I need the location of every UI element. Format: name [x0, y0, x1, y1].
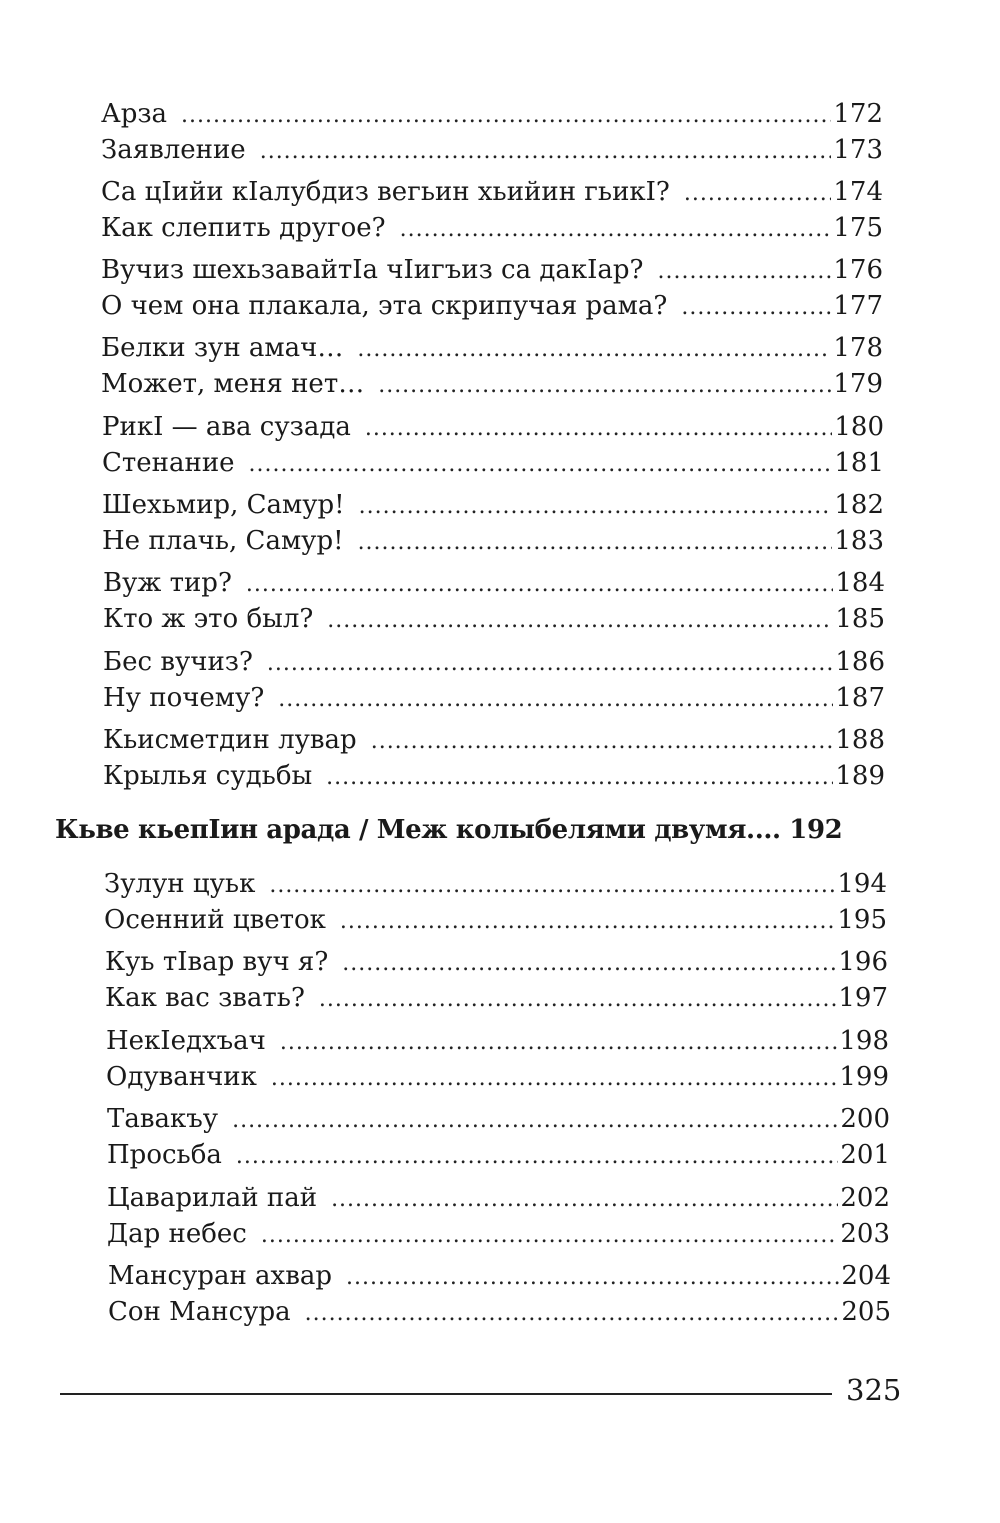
toc-entry-title: Дар небес [107, 1219, 247, 1249]
toc-entry-page: 195 [837, 905, 887, 935]
toc-entry [101, 366, 883, 402]
toc-entry-page: 182 [834, 490, 884, 520]
toc-entry [104, 866, 887, 902]
toc-entry-title: Стенание [102, 448, 235, 478]
leader-dots [681, 290, 831, 326]
toc-entry-page: 177 [833, 291, 883, 321]
toc-entry-title: О чем она плакала, эта скрипучая рама? [101, 291, 668, 321]
toc-entry-title: Арза [101, 99, 168, 129]
toc-entry [103, 565, 885, 601]
toc-entry-title: Одуванчик [106, 1062, 257, 1092]
toc-entry [108, 1258, 891, 1294]
toc-entry-title: Мансуран ахвар [108, 1261, 332, 1291]
toc-entry [101, 210, 883, 246]
toc-entry-page: 173 [833, 135, 883, 165]
toc-entry [105, 980, 888, 1016]
toc-entry [107, 1137, 890, 1173]
toc-entry-title: Вуж тир? [103, 568, 232, 598]
page-number: 325 [846, 1373, 902, 1407]
leader-dots [684, 176, 831, 212]
toc-entry-title: Осенний цветок [104, 905, 326, 935]
toc-entry-title: Бес вучиз? [103, 647, 253, 677]
toc-entry-page: 205 [841, 1297, 891, 1327]
toc-entry-title: Вучиз шехьзавайтIа чIигъиз са дакIар? [101, 255, 644, 285]
toc-entry-page: 178 [833, 333, 883, 363]
leader-dots [181, 98, 831, 134]
leader-dots [305, 1296, 840, 1332]
leader-dots [346, 1260, 839, 1296]
leader-dots [359, 489, 833, 525]
toc-entry-page: 189 [835, 761, 885, 791]
toc-entry-page: 175 [833, 213, 883, 243]
leader-dots [260, 134, 832, 170]
toc-entry [108, 1294, 891, 1330]
toc-entry-title: Может, меня нет… [101, 369, 365, 399]
toc-entry-page: 184 [835, 568, 885, 598]
toc-entry-title: Заявление [101, 135, 246, 165]
toc-entry-title: Са цIийи кIалубдиз вегьин хьийин гьикI? [101, 177, 670, 207]
toc-entry-page: 201 [840, 1140, 890, 1170]
leader-dots [358, 525, 833, 561]
leader-dots [236, 1139, 839, 1175]
toc-entry [103, 722, 885, 758]
leader-dots [278, 682, 833, 718]
toc-entry [103, 758, 885, 794]
toc-entry-page: 198 [839, 1026, 889, 1056]
toc-entry [103, 601, 885, 637]
toc-entry-title: Куь тIвар вуч я? [105, 947, 329, 977]
toc-entry [106, 1059, 889, 1095]
leader-dots [357, 332, 831, 368]
toc-entry [107, 1216, 890, 1252]
toc-entry [102, 487, 884, 523]
leader-dots [340, 904, 835, 940]
toc-entry-page: 186 [835, 647, 885, 677]
toc-entry-page: 197 [838, 983, 888, 1013]
toc-entry [103, 644, 885, 680]
toc-entry-title: Зулун цуьк [104, 869, 256, 899]
toc-entry-page: 181 [834, 448, 884, 478]
toc-entry-page: 200 [840, 1104, 890, 1134]
toc-entry-page: 180 [834, 412, 884, 442]
leader-dots [371, 724, 834, 760]
toc-entry [107, 1180, 890, 1216]
leader-dots [267, 646, 833, 682]
leader-dots [246, 567, 833, 603]
toc-entry-title: Ну почему? [103, 683, 265, 713]
leader-dots [269, 868, 835, 904]
leader-dots [271, 1061, 838, 1097]
leader-dots [232, 1103, 838, 1139]
toc-entry-page: 187 [835, 683, 885, 713]
toc-entry-title: Кьисметдин лувар [103, 725, 357, 755]
toc-entry-page: 202 [840, 1183, 890, 1213]
toc-entry-title: Крылья судьбы [103, 761, 313, 791]
toc-entry [104, 902, 887, 938]
toc-entry-page: 179 [833, 369, 883, 399]
toc-entry [102, 445, 884, 481]
leader-dots [280, 1025, 837, 1061]
leader-dots [657, 254, 831, 290]
toc-entry [106, 1023, 889, 1059]
toc-entry-page: 183 [834, 526, 884, 556]
toc-entry-page: 203 [840, 1219, 890, 1249]
toc-entry-title: Шехьмир, Самур! [102, 490, 345, 520]
toc-entry [101, 174, 883, 210]
leader-dots [261, 1218, 838, 1254]
toc-entry [102, 409, 884, 445]
toc-entry [101, 288, 883, 324]
section-heading: Кьве кьепIин арада / Меж колыбелями двумя.... 192 [55, 815, 843, 845]
footer-rule [60, 1393, 832, 1395]
toc-entry [102, 523, 884, 559]
leader-dots [249, 447, 833, 483]
toc-entry-title: Кто ж это был? [103, 604, 314, 634]
toc-entry-title: Сон Мансура [108, 1297, 291, 1327]
toc-entry-page: 185 [835, 604, 885, 634]
toc-entry-page: 204 [841, 1261, 891, 1291]
leader-dots [319, 982, 836, 1018]
leader-dots [365, 411, 833, 447]
toc-entry [103, 680, 885, 716]
toc-entry-title: Просьба [107, 1140, 222, 1170]
toc-entry-title: Как вас звать? [105, 983, 305, 1013]
leader-dots [331, 1182, 838, 1218]
toc-entry-page: 176 [833, 255, 883, 285]
toc-entry-page: 188 [835, 725, 885, 755]
toc-entry-page: 174 [833, 177, 883, 207]
toc-entry [105, 944, 888, 980]
toc-entry-page: 196 [838, 947, 888, 977]
leader-dots [342, 946, 836, 982]
leader-dots [400, 212, 832, 248]
toc-entry-title: НекIедхъач [106, 1026, 266, 1056]
leader-dots [378, 368, 831, 404]
toc-entry [101, 252, 883, 288]
toc-entry-title: Как слепить другое? [101, 213, 386, 243]
toc-entry-title: РикI — ава сузада [102, 412, 351, 442]
toc-entry [107, 1101, 890, 1137]
toc-entry [101, 330, 883, 366]
toc-entry-page: 194 [837, 869, 887, 899]
toc-entry-page: 199 [839, 1062, 889, 1092]
toc-entry-title: Не плачь, Самур! [102, 526, 344, 556]
leader-dots [326, 760, 833, 796]
toc-entry-title: Белки зун амач… [101, 333, 344, 363]
toc-entry [101, 132, 883, 168]
toc-entry-title: Тавакъу [107, 1104, 219, 1134]
leader-dots [327, 603, 833, 639]
toc-entry-page: 172 [833, 99, 883, 129]
toc-entry [101, 96, 883, 132]
toc-entry-title: Цаварилай пай [107, 1183, 318, 1213]
